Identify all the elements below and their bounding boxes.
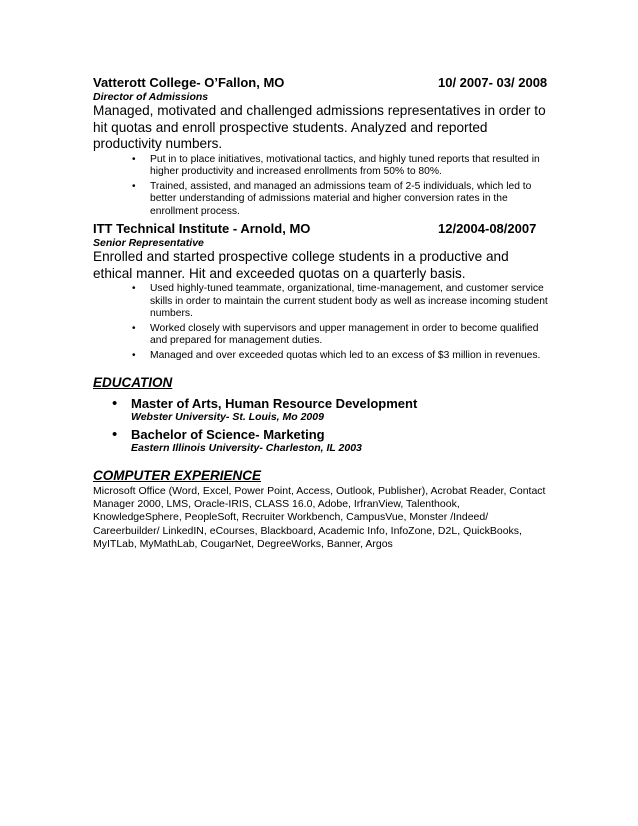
bullet-text: Trained, assisted, and managed an admissions team of 2-5 individuals, which led to better understanding of admissions material and higher conversion rates in the enrollment process.	[150, 180, 532, 217]
bullet-text: Used highly-tuned teammate, organizational, time-management, and customer service skills in order to maintain the current student body as well as increase incoming student numbers.	[150, 283, 548, 319]
school-name: Webster University- St. Louis, Mo 2009	[131, 411, 324, 423]
job-itt	[93, 221, 548, 364]
job-header	[93, 75, 548, 91]
education-item	[100, 396, 540, 423]
bullet-text: Put in to place initiatives, motivational tactics, and highly tuned reports that resulted in higher productivity and increased enrollments from 50% to 80%.	[150, 153, 540, 177]
degree-title: Bachelor of Science- Marketing	[131, 427, 325, 442]
education-item	[100, 427, 540, 454]
job-vatterott	[93, 75, 548, 220]
job-summary: Managed, motivated and challenged admissions representatives in order to hit quotas and enroll prospective students. Analyzed and reported productivity numbers.	[93, 103, 546, 151]
list-item	[93, 323, 548, 348]
bullet-icon: •	[132, 322, 136, 334]
job-bullets	[93, 154, 548, 219]
bullet-text: Worked closely with supervisors and upper management in order to become qualified and prepared for management duties.	[150, 322, 539, 346]
job-dates: 12/2004-08/2007	[438, 221, 537, 236]
bullet-icon: •	[132, 153, 136, 165]
education-heading: EDUCATION	[93, 375, 173, 390]
bullet-text: Managed and over exceeded quotas which led to an excess of $3 million in revenues.	[150, 349, 541, 361]
job-organization: Vatterott College- O’Fallon, MO	[93, 75, 285, 90]
job-organization: ITT Technical Institute - Arnold, MO	[93, 221, 311, 236]
degree-title: Master of Arts, Human Resource Development	[131, 396, 418, 411]
school-name: Eastern Illinois University- Charleston, IL 2003	[131, 442, 362, 454]
list-item	[93, 154, 548, 179]
job-dates: 10/ 2007- 03/ 2008	[438, 75, 548, 90]
job-bullets	[93, 283, 548, 362]
bullet-icon: •	[112, 426, 118, 443]
bullet-icon: •	[132, 180, 136, 192]
computer-experience-heading: COMPUTER EXPERIENCE	[93, 468, 262, 483]
bullet-icon: •	[112, 395, 118, 412]
job-summary: Enrolled and started prospective college students in a productive and ethical manner. Hit and exceeded quotas on a quarterly basis.	[93, 249, 509, 281]
computer-experience-text: Microsoft Office (Word, Excel, Power Point, Access, Outlook, Publisher), Acrobat Reader, Contact Manager 2000, LMS, Oracle-IRIS, CLASS 16.0, Adobe, IrfranView, Talenthook, KnowledgeSphere, PeopleSoft, Recruiter Workbench, CampusVue, Monster /Indeed/ Careerbuilder/ LinkedIN, eCourses, Blackboard, Academic Info, InfoZone, D2L, QuickBooks, MyITLab, MyMathLab, CougarNet, DegreeWorks, Banner, Argos	[93, 485, 546, 550]
bullet-icon: •	[132, 283, 136, 294]
bullet-icon: •	[132, 349, 136, 361]
list-item	[93, 181, 548, 219]
job-role: Senior Representative	[93, 237, 204, 249]
job-header	[93, 221, 548, 237]
job-role: Director of Admissions	[93, 91, 209, 103]
list-item	[93, 283, 548, 321]
list-item	[93, 350, 548, 363]
